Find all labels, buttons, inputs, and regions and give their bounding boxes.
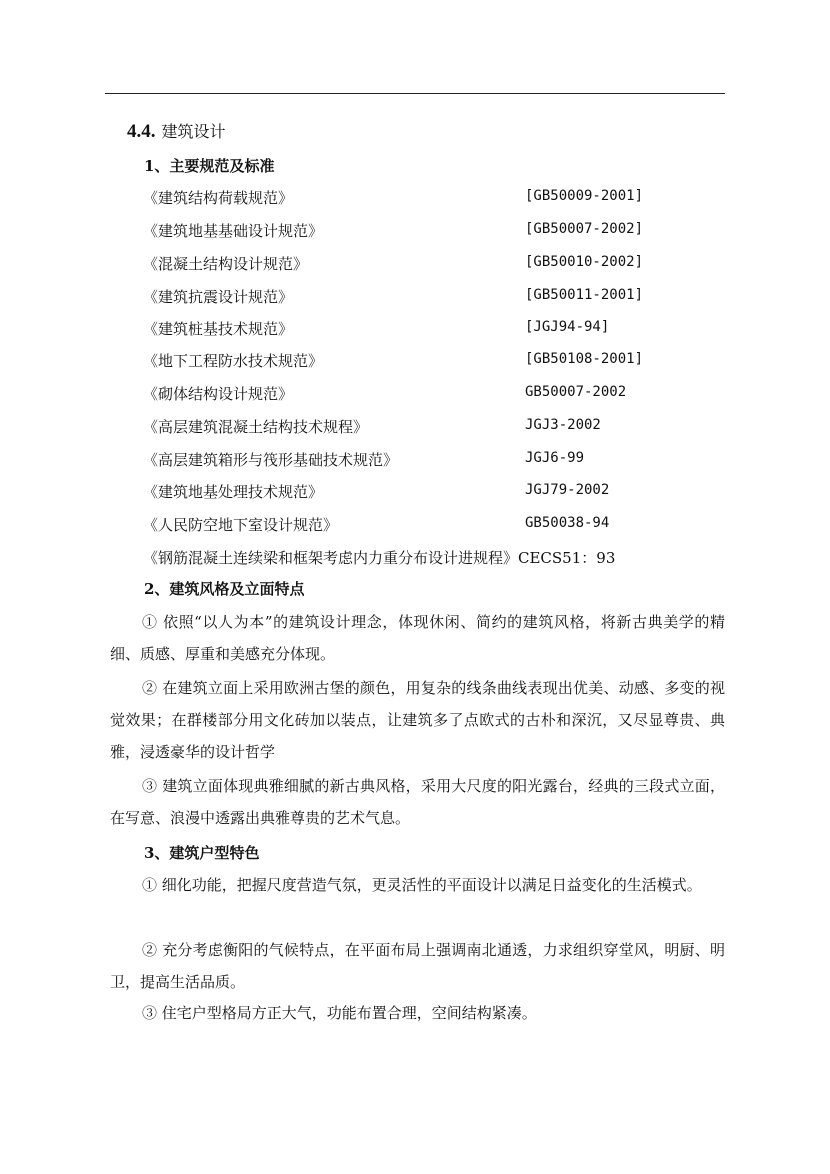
standard-code: [GB50009-2001] [525, 188, 644, 204]
standard-code: GB50038-94 [525, 515, 610, 531]
standard-name: 《地下工程防水技术规范》 [143, 352, 324, 370]
standard-name: 《建筑抗震设计规范》 [143, 288, 294, 306]
standard-name: 《高层建筑箱形与筏形基础技术规范》 [143, 451, 399, 469]
standard-code: [GB50011-2001] [525, 287, 644, 303]
heading-unit: 3、建筑户型特色 [144, 844, 260, 862]
standard-code: [GB50007-2002] [525, 221, 644, 237]
unit-paragraph: ① 细化功能，把握尺度营造气氛，更灵活性的平面设计以满足日益变化的生活模式。 [142, 876, 702, 894]
style-paragraph: ② 在建筑立面上采用欧洲古堡的颜色，用复杂的线条曲线表现出优美、动感、多变的视觉效果；在群楼部分用文化砖加以装点，让建筑多了点欧式的古朴和深沉，又尽显尊贵、典雅，浸透豪华的设计哲学 [110, 679, 725, 761]
heading-standards: 1、主要规范及标准 [144, 157, 275, 175]
section-title [127, 119, 226, 143]
standard-name: 《砌体结构设计规范》 [143, 385, 294, 403]
style-paragraph: ① 依照“以人为本”的建筑设计理念，体现休闲、简约的建筑风格，将新古典美学的精细、质感、厚重和美感充分体现。 [110, 613, 725, 663]
standard-code: [GB50010-2002] [525, 254, 644, 270]
standard-code: JGJ6-99 [525, 450, 585, 466]
standard-code: [JGJ94-94] [525, 319, 610, 335]
standard-name: 《建筑桩基技术规范》 [143, 320, 294, 338]
header-rule [105, 93, 725, 94]
standard-name: 《高层建筑混凝土结构技术规程》 [143, 418, 369, 436]
unit-paragraph: ② 充分考虑衡阳的气候特点，在平面布局上强调南北通透，力求组织穿堂风，明厨、明卫，提高生活品质。 [110, 941, 725, 991]
standard-name-cecs: 《钢筋混凝土连续梁和框架考虑内力重分布设计进规程》CECS51：93 [143, 549, 616, 567]
heading-style: 2、建筑风格及立面特点 [144, 580, 305, 598]
standard-code: JGJ3-2002 [525, 417, 601, 433]
unit-paragraph: ③ 住宅户型格局方正大气，功能布置合理，空间结构紧凑。 [142, 1004, 537, 1022]
standard-name: 《建筑地基基础设计规范》 [143, 222, 324, 240]
standard-name: 《混凝土结构设计规范》 [143, 255, 309, 273]
standard-name: 《建筑地基处理技术规范》 [143, 483, 324, 501]
section-name: 建筑设计 [161, 122, 226, 141]
section-number: 4.4. [127, 121, 156, 142]
standard-code: JGJ79-2002 [525, 482, 610, 498]
standard-name: 《建筑结构荷载规范》 [143, 189, 294, 207]
standard-code: GB50007-2002 [525, 384, 627, 400]
standard-code: [GB50108-2001] [525, 351, 644, 367]
style-paragraph: ③ 建筑立面体现典雅细腻的新古典风格，采用大尺度的阳光露台，经典的三段式立面，在写意、浪漫中透露出典雅尊贵的艺术气息。 [110, 777, 725, 827]
standard-name: 《人民防空地下室设计规范》 [143, 516, 339, 534]
